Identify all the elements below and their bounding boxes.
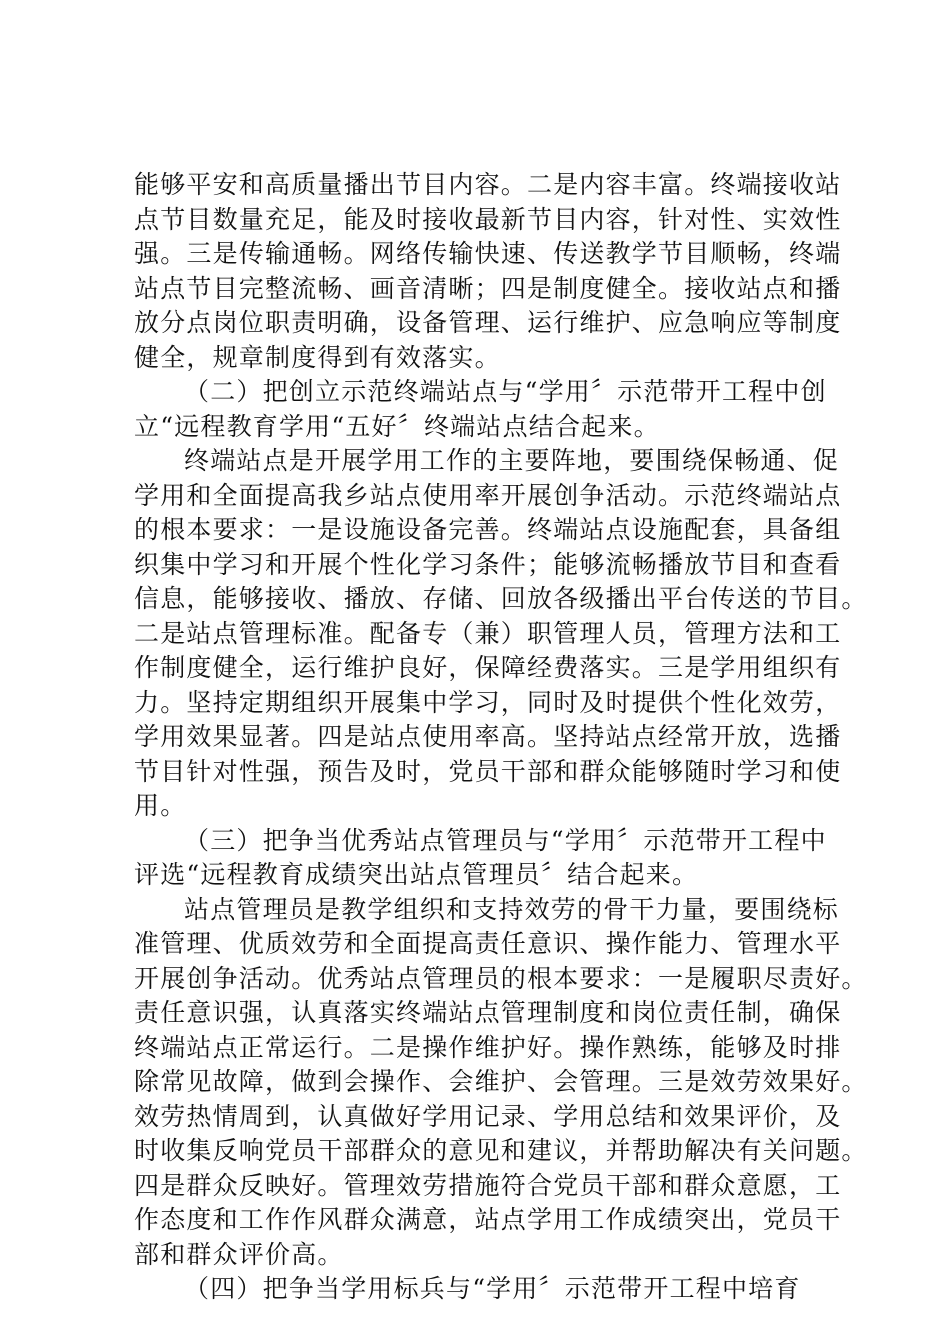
text-line: 四是群众反映好。管理效劳措施符合党员干部和群众意愿，工 <box>134 1170 842 1200</box>
text-line: 部和群众评价高。 <box>134 1239 344 1269</box>
text-line: 时收集反响党员干部群众的意见和建议，并帮助解决有关问题。 <box>134 1136 868 1165</box>
paragraph-start: 终端站点是开展学用工作的主要阵地，要围绕保畅通、促 <box>184 446 840 475</box>
text-line: 站点节目完整流畅、画音清晰；四是制度健全。接收站点和播 <box>134 273 842 303</box>
text-line: 强。三是传输通畅。网络传输快速、传送教学节目顺畅，终端 <box>134 239 842 268</box>
section-heading-2: （二）把创立示范终端站点与“学用〞示范带开工程中创 <box>184 377 827 406</box>
text-line: 织集中学习和开展个性化学习条件；能够流畅播放节目和查看 <box>134 549 842 579</box>
text-line: 节目针对性强，预告及时，党员干部和群众能够随时学习和使 <box>134 756 842 786</box>
text-line: 用。 <box>134 791 187 820</box>
text-line: 评选“远程教育成绩突出站点管理员〞结合起来。 <box>134 860 699 889</box>
text-line: 准管理、优质效劳和全面提高责任意识、操作能力、管理水平 <box>134 929 842 958</box>
text-line: 立“远程教育学用“五好〞终端站点结合起来。 <box>134 411 660 441</box>
text-line: 健全，规章制度得到有效落实。 <box>134 342 501 372</box>
text-line: 作态度和工作作风群众满意，站点学用工作成绩突出，党员干 <box>134 1205 842 1234</box>
text-line: 责任意识强，认真落实终端站点管理制度和岗位责任制，确保 <box>134 998 842 1027</box>
paragraph-start: 站点管理员是教学组织和支持效劳的骨干力量，要围绕标 <box>184 894 840 924</box>
text-line: 学用和全面提高我乡站点使用率开展创争活动。示范终端站点 <box>134 480 842 510</box>
text-line: 作制度健全，运行维护良好，保障经费落实。三是学用组织有 <box>134 653 842 682</box>
text-line: 放分点岗位职责明确，设备管理、运行维护、应急响应等制度 <box>134 308 842 337</box>
text-line: 效劳热情周到，认真做好学用记录、学用总结和效果评价，及 <box>134 1101 842 1131</box>
body-text <box>134 168 868 1307</box>
text-line: 力。坚持定期组织开展集中学习，同时及时提供个性化效劳， <box>134 687 842 717</box>
text-line: 除常见故障，做到会操作、会维护、会管理。三是效劳效果好。 <box>134 1067 868 1096</box>
section-heading-4: （四）把争当学用标兵与“学用〞示范带开工程中培育 <box>184 1274 801 1303</box>
text-line: 开展创争活动。优秀站点管理员的根本要求：一是履职尽责好。 <box>134 963 868 993</box>
text-line: 能够平安和高质量播出节目内容。二是内容丰富。终端接收站 <box>134 170 842 199</box>
section-heading-3: （三）把争当优秀站点管理员与“学用〞示范带开工程中 <box>184 825 827 855</box>
text-line: 点节目数量充足，能及时接收最新节目内容，针对性、实效性 <box>134 204 842 234</box>
text-line: 的根本要求：一是设施设备完善。终端站点设施配套，具备组 <box>134 515 842 544</box>
text-line: 信息，能够接收、播放、存储、回放各级播出平台传送的节目。 <box>134 584 868 613</box>
text-line: 学用效果显著。四是站点使用率高。坚持站点经常开放，选播 <box>134 722 842 751</box>
text-line: 二是站点管理标准。配备专（兼）职管理人员，管理方法和工 <box>134 618 842 648</box>
text-line: 终端站点正常运行。二是操作维护好。操作熟练，能够及时排 <box>134 1032 842 1062</box>
